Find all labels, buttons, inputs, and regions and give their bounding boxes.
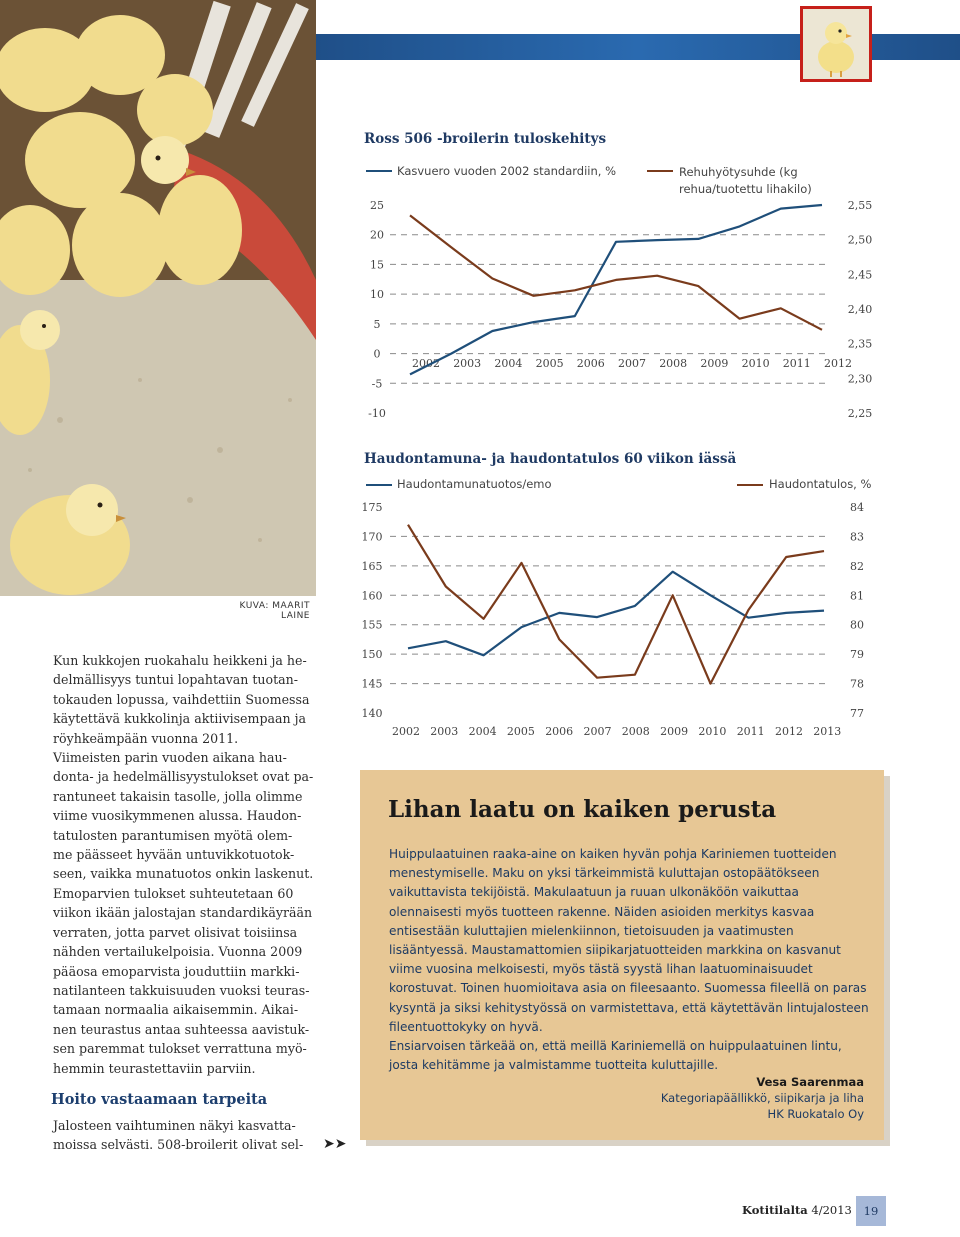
x-tick-label: 2007 xyxy=(583,725,612,738)
text-line: pääosa emoparvista jouduttiin markki- xyxy=(53,963,300,979)
left-tick-label: 145 xyxy=(361,677,383,691)
chart1-legend-swatch-blue xyxy=(366,170,392,172)
text-line: viime vuosikymmenen alussa. Haudon- xyxy=(53,808,302,824)
text-line: korostuvat. Toinen huomioitava asia on fileesaanto. Suomessa fileellä on paras xyxy=(389,981,867,996)
left-tick-label: 140 xyxy=(361,707,383,720)
page-number: 19 xyxy=(856,1196,886,1226)
text-line: tamaan normaalia aikaisemmin. Aikai- xyxy=(53,1002,299,1018)
article-paragraph-1 xyxy=(53,651,315,748)
right-tick-label: 2,30 xyxy=(847,372,873,386)
chart2-plot xyxy=(350,495,890,745)
right-tick-label: 79 xyxy=(850,648,864,662)
text-line: seen, vaikka munatuotos onkin laskenut. xyxy=(53,866,314,882)
right-tick-label: 83 xyxy=(850,530,864,544)
right-tick-label: 2,25 xyxy=(847,407,873,420)
chick-thumbnail-image xyxy=(800,6,872,82)
chart2-title: Haudontamuna- ja haudontatulos 60 viikon iässä xyxy=(364,451,737,467)
text-line: käytettävä kukkolinja aktiivisempaan ja xyxy=(53,711,307,727)
article-paragraph-2 xyxy=(53,748,315,884)
text-line: olennaisesti myös tuotteen rakenne. Näiden asioiden merkitys kasvaa xyxy=(389,904,815,919)
x-tick-label: 2012 xyxy=(824,357,852,370)
right-tick-label: 2,55 xyxy=(847,199,873,212)
chart1-title: Ross 506 -broilerin tuloskehitys xyxy=(364,131,607,147)
right-tick-label: 77 xyxy=(850,707,864,720)
left-tick-label: 25 xyxy=(370,199,384,212)
left-tick-label: 15 xyxy=(370,258,384,272)
text-line: tatulosten parantumisen myötä olem- xyxy=(53,827,293,843)
left-tick-label: 175 xyxy=(361,501,383,514)
x-tick-label: 2011 xyxy=(736,725,765,738)
left-tick-label: 170 xyxy=(361,530,383,544)
left-tick-label: 5 xyxy=(373,317,381,331)
text-line: Huippulaatuinen raaka-aine on kaiken hyvän pohja Kariniemen tuotteiden xyxy=(389,847,837,861)
x-tick-label: 2006 xyxy=(576,357,605,370)
text-line: menestymiselle. Maku on yksi tärkeimmistä kuluttajan ostopäätökseen xyxy=(389,866,820,881)
left-tick-label: 155 xyxy=(361,618,383,632)
series-line-2 xyxy=(408,525,824,684)
text-line: rantuneet takaisin tasolle, jolla olimme xyxy=(53,788,303,804)
text-line: entisestään kuluttajien mielenkiinnon, tietoisuuden ja vaatimusten xyxy=(389,923,794,938)
text-line: nen teurastus antaa suhteessa aavistuk- xyxy=(53,1021,310,1037)
x-tick-label: 2008 xyxy=(659,357,688,370)
footer-magazine xyxy=(742,1203,852,1217)
left-tick-label: 10 xyxy=(370,288,384,302)
x-tick-label: 2005 xyxy=(535,357,564,370)
right-tick-label: 81 xyxy=(850,589,864,603)
text-line: josta kehitämme ja valmistamme tuotteita kuluttajille. xyxy=(389,1058,719,1073)
text-line: Emoparvien tulokset suhteutetaan 60 xyxy=(53,886,294,901)
text-line: sen paremmat tulokset verrattuna myö- xyxy=(53,1041,307,1057)
info-box-body xyxy=(389,845,869,1075)
text-line: hemmin teurastettaviin parviin. xyxy=(53,1060,256,1076)
x-tick-label: 2003 xyxy=(430,725,459,738)
right-tick-label: 84 xyxy=(850,501,864,514)
section-heading: Hoito vastaamaan tarpeita xyxy=(51,1091,268,1108)
left-tick-label: 20 xyxy=(370,228,384,242)
text-line: natilanteen takkuisuuden vuoksi teuras- xyxy=(53,983,310,999)
x-tick-label: 2008 xyxy=(621,725,650,738)
x-tick-label: 2002 xyxy=(412,357,440,370)
x-tick-label: 2009 xyxy=(700,357,729,370)
x-tick-label: 2009 xyxy=(660,725,689,738)
right-tick-label: 78 xyxy=(850,677,864,691)
x-tick-label: 2003 xyxy=(453,357,482,370)
x-tick-label: 2011 xyxy=(782,357,811,370)
x-tick-label: 2002 xyxy=(392,725,420,738)
chart1-legend-series2: Rehuhyötysuhde (kg rehua/tuotettu lihakilo) xyxy=(679,165,812,196)
text-line: kysyntä ja siksi kehitystyössä on varmistettava, että käytettävän lintujalosteen xyxy=(389,1000,869,1015)
series-line-1 xyxy=(408,572,824,656)
text-line: donta- ja hedelmällisyystulokset ovat pa- xyxy=(53,769,314,785)
right-tick-label: 2,35 xyxy=(847,337,873,351)
left-tick-label: -5 xyxy=(371,377,383,391)
left-tick-label: 165 xyxy=(361,559,383,573)
chart2-legend-swatch-blue xyxy=(366,484,392,486)
x-tick-label: 2005 xyxy=(506,725,535,738)
left-tick-label: -10 xyxy=(368,407,386,420)
x-tick-label: 2004 xyxy=(468,725,497,738)
chart1-plot xyxy=(350,190,890,425)
text-line: moissa selvästi. 508-broilerit olivat sel- xyxy=(53,1137,304,1153)
magazine-issue: 4/2013 xyxy=(811,1203,852,1217)
text-line: verraten, jotta parvet olisivat toisiinsa xyxy=(53,924,298,940)
x-tick-label: 2007 xyxy=(618,357,646,370)
continue-arrow-icon: ➤➤ xyxy=(323,1136,347,1152)
x-tick-label: 2010 xyxy=(698,725,727,738)
article-paragraph-3 xyxy=(53,884,315,1078)
text-line: fileentuottokyky on hyvä. xyxy=(389,1019,543,1034)
right-tick-label: 80 xyxy=(850,618,864,632)
text-line: viime vuosina melkoisesti, myös tästä syystä lihan laatuominaisuudet xyxy=(389,962,813,977)
article-paragraph-4 xyxy=(53,1116,323,1155)
x-tick-label: 2004 xyxy=(494,357,523,370)
chart1-legend-swatch-brown xyxy=(647,170,673,172)
info-box-title: Lihan laatu on kaiken perusta xyxy=(388,796,777,823)
text-line: me päässeet hyvään untuvikkotuotok- xyxy=(53,847,295,863)
text-line: Ensiarvoisen tärkeää on, että meillä Kariniemellä on huippulaatuinen lintu, xyxy=(389,1039,842,1054)
signature-organization: HK Ruokatalo Oy xyxy=(767,1107,864,1121)
chart1-legend-series1: Kasvuero vuoden 2002 standardiin, % xyxy=(397,164,617,178)
right-tick-label: 2,45 xyxy=(847,268,873,282)
text-line: röyhkeämpään vuonna 2011. xyxy=(53,730,239,746)
right-tick-label: 2,40 xyxy=(847,303,873,316)
chart2-legend-swatch-brown xyxy=(737,484,763,486)
chart2-legend-series1: Haudontamunatuotos/emo xyxy=(397,477,552,491)
text-line: delmällisyys tuntui lopahtavan tuotan- xyxy=(53,672,299,688)
chart2-legend-series2: Haudontatulos, % xyxy=(769,477,872,491)
text-line: lisääntyessä. Maustamattomien siipikarjatuotteiden markkina on kasvanut xyxy=(389,943,841,958)
text-line: viikon ikään jalostajan standardikäyrään xyxy=(53,905,313,921)
left-tick-label: 0 xyxy=(373,347,381,361)
chicks-photo xyxy=(0,0,316,596)
x-tick-label: 2013 xyxy=(813,725,842,738)
x-tick-label: 2006 xyxy=(545,725,574,738)
left-tick-label: 150 xyxy=(361,648,383,662)
text-line: Kun kukkojen ruokahalu heikkeni ja he- xyxy=(53,653,307,668)
text-line: tokauden lopussa, vaihdettiin Suomessa xyxy=(53,691,310,707)
signature-role: Kategoriapäällikkö, siipikarja ja liha xyxy=(660,1091,864,1105)
right-tick-label: 82 xyxy=(850,559,864,573)
left-tick-label: 160 xyxy=(361,589,383,603)
text-line: Viimeisten parin vuoden aikana hau- xyxy=(53,750,287,765)
text-line: Jalosteen vaihtuminen näkyi kasvatta- xyxy=(53,1118,296,1133)
x-tick-label: 2010 xyxy=(741,357,770,370)
right-tick-label: 2,50 xyxy=(847,233,873,247)
text-line: vaikuttavista tekijöistä. Makulaatuun ja ruuan ulkonäköön vaikuttaa xyxy=(389,885,799,900)
magazine-name: Kotitilalta xyxy=(742,1203,808,1217)
text-line: nähden vertailukelpoisia. Vuonna 2009 xyxy=(53,944,303,960)
photo-credit: KUVA: MAARIT LAINE xyxy=(239,601,310,621)
signature-name: Vesa Saarenmaa xyxy=(756,1075,864,1089)
series-line-2 xyxy=(410,215,822,329)
x-tick-label: 2012 xyxy=(775,725,803,738)
series-line-1 xyxy=(410,205,822,374)
